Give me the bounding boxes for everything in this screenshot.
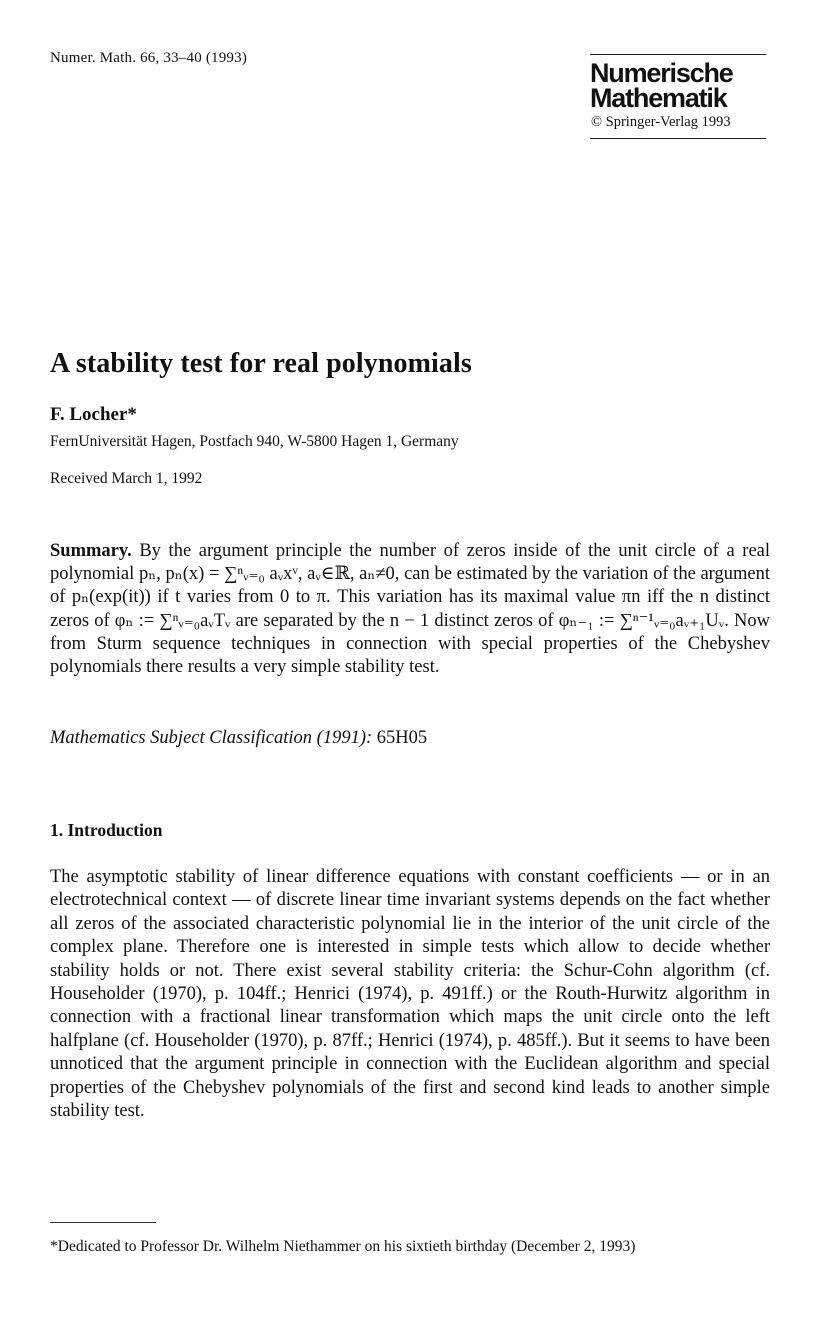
classification-label: Mathematics Subject Classification (1991): xyxy=(50,728,373,748)
masthead-bottom-rule xyxy=(590,138,766,139)
journal-name-line1: Numerische xyxy=(590,58,733,88)
summary-label: Summary. xyxy=(50,541,132,561)
author-affiliation: FernUniversität Hagen, Postfach 940, W-5800 Hagen 1, Germany xyxy=(50,433,459,450)
masthead-top-rule xyxy=(590,54,766,55)
received-date: Received March 1, 1992 xyxy=(50,470,203,487)
footnote-dedication: *Dedicated to Professor Dr. Wilhelm Niethammer on his sixtieth birthday (December 2, 1993) xyxy=(50,1238,636,1255)
journal-masthead xyxy=(590,54,768,139)
classification-code: 65H05 xyxy=(376,728,428,748)
subject-classification xyxy=(50,728,427,749)
introduction-paragraph: The asymptotic stability of linear difference equations with constant coefficients — or in an electrotechnical context — of discrete linear time invariant systems depends on the fact whether all zeros of the associated characteristic polynomial lie in the interior of the unit circle of the complex plane. Therefore one is interested in simple tests which allow to decide whether stability holds or not. There exist several stability criteria: the Schur-Cohn algorithm (cf. Householder (1970), p. 104ff.; Henrici (1974), p. 491ff.) or the Routh-Hurwitz algorithm in connection with a fractional linear transformation which maps the unit circle onto the left halfplane (cf. Householder (1970), p. 87ff.; Henrici (1974), p. 485ff.). But it seems to have been unnoticed that the argument principle in connection with the Euclidean algorithm and special properties of the Chebyshev polynomials of the first and second kind leads to another simple stability test. xyxy=(50,867,770,1122)
summary-paragraph xyxy=(50,540,770,679)
publisher-copyright: © Springer-Verlag 1993 xyxy=(591,114,731,130)
article-author: F. Locher* xyxy=(50,404,137,425)
footnote-separator xyxy=(50,1222,156,1223)
journal-name xyxy=(590,58,768,113)
journal-citation: Numer. Math. 66, 33–40 (1993) xyxy=(50,50,248,66)
summary-text: By the argument principle the number of zeros inside of the unit circle of a real polynomial pₙ, pₙ(x) = ∑ⁿᵥ₌₀ aᵥxᵛ, aᵥ∈ℝ, aₙ≠0, can be estimated by the variation of the argument of pₙ(exp(it)) if t varies from 0 to π. This variation has its maximal value πn iff the n distinct zeros of φₙ := ∑ⁿᵥ₌₀aᵥTᵥ are separated by the n − 1 distinct zeros of φₙ₋₁ := ∑ⁿ⁻¹ᵥ₌₀aᵥ₊₁Uᵥ. Now from Sturm sequence techniques in connection with special properties of the Chebyshev polynomials there results a very simple stability test. xyxy=(50,541,771,678)
journal-name-line2: Mathematik xyxy=(590,83,727,113)
section-heading-introduction: 1. Introduction xyxy=(50,820,163,840)
article-title: A stability test for real polynomials xyxy=(50,348,472,379)
